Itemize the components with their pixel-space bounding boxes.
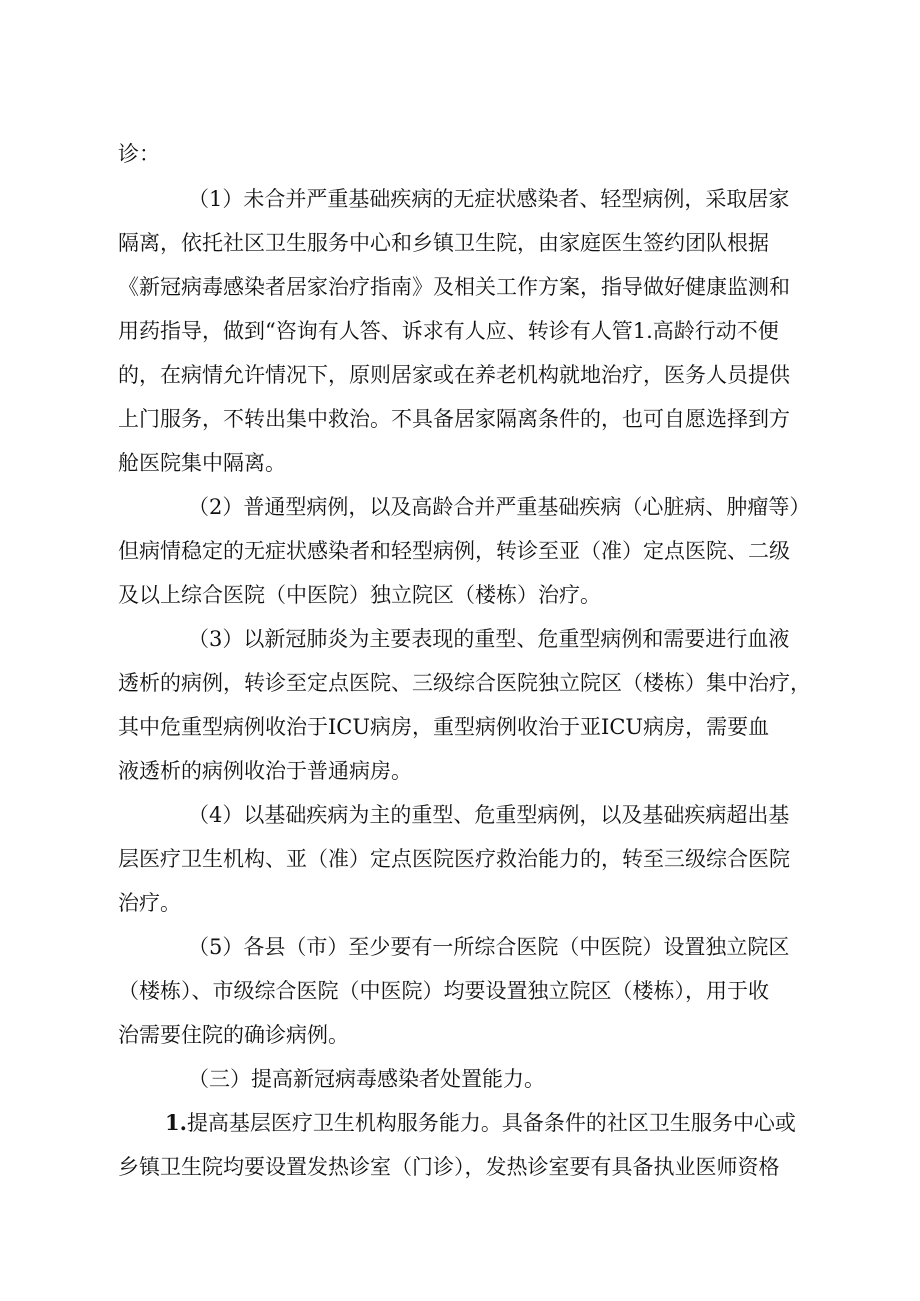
item-1-line [165, 1108, 796, 1138]
text-line: 上门服务，不转出集中救治。不具备居家隔离条件的，也可自愿选择到方 [118, 407, 790, 431]
paragraph-4-first-line: （4）以基础疾病为主的重型、危重型病例，以及基础疾病超出基 [188, 803, 790, 827]
text-line: 液透析的病例收治于普通病房。 [118, 759, 412, 783]
text-line: 诊： [118, 142, 160, 166]
text-line: 治需要住院的确诊病例。 [118, 1023, 349, 1047]
paragraph-3-first-line: （3）以新冠肺炎为主要表现的重型、危重型病例和需要进行血液 [188, 627, 790, 651]
text-line: （楼栋）、市级综合医院（中医院）均要设置独立院区（楼栋），用于收 [118, 979, 769, 1003]
text-line: 层医疗卫生机构、亚（准）定点医院医疗救治能力的，转至三级综合医院 [118, 847, 790, 871]
text-line: 舱医院集中隔离。 [118, 451, 286, 475]
item-text: 提高基层医疗卫生机构服务能力。具备条件的社区卫生服务中心或 [186, 1111, 796, 1135]
text-line: 透析的病例，转诊至定点医院、三级综合医院独立院区（楼栋）集中治疗， [118, 671, 811, 695]
text-line: 隔离，依托社区卫生服务中心和乡镇卫生院，由家庭医生签约团队根据 [118, 231, 769, 255]
text-line: 的，在病情允许情况下，原则居家或在养老机构就地治疗，医务人员提供 [118, 363, 790, 387]
paragraph-2-first-line: （2）普通型病例，以及高龄合并严重基础疾病（心脏病、肿瘤等） [188, 495, 811, 519]
item-number: 1. [165, 1110, 187, 1135]
text-line: 用药指导，做到“咨询有人答、诉求有人应、转诊有人管1.高龄行动不便 [118, 319, 779, 343]
paragraph-5-first-line: （5）各县（市）至少要有一所综合医院（中医院）设置独立院区 [188, 935, 790, 959]
text-line: 但病情稳定的无症状感染者和轻型病例，转诊至亚（准）定点医院、二级 [118, 539, 790, 563]
text-line: 及以上综合医院（中医院）独立院区（楼栋）治疗。 [118, 583, 601, 607]
text-line: 其中危重型病例收治于ICU病房，重型病例收治于亚ICU病房，需要血 [118, 715, 770, 739]
paragraph-1-first-line: （1）未合并严重基础疾病的无症状感染者、轻型病例，采取居家 [188, 187, 790, 211]
text-line: 乡镇卫生院均要设置发热诊室（门诊），发热诊室要有具备执业医师资格 [118, 1155, 780, 1179]
text-line: 《新冠病毒感染者居家治疗指南》及相关工作方案，指导做好健康监测和 [118, 275, 790, 299]
text-line: 治疗。 [118, 891, 181, 915]
section-heading: （三）提高新冠病毒感染者处置能力。 [188, 1067, 545, 1091]
